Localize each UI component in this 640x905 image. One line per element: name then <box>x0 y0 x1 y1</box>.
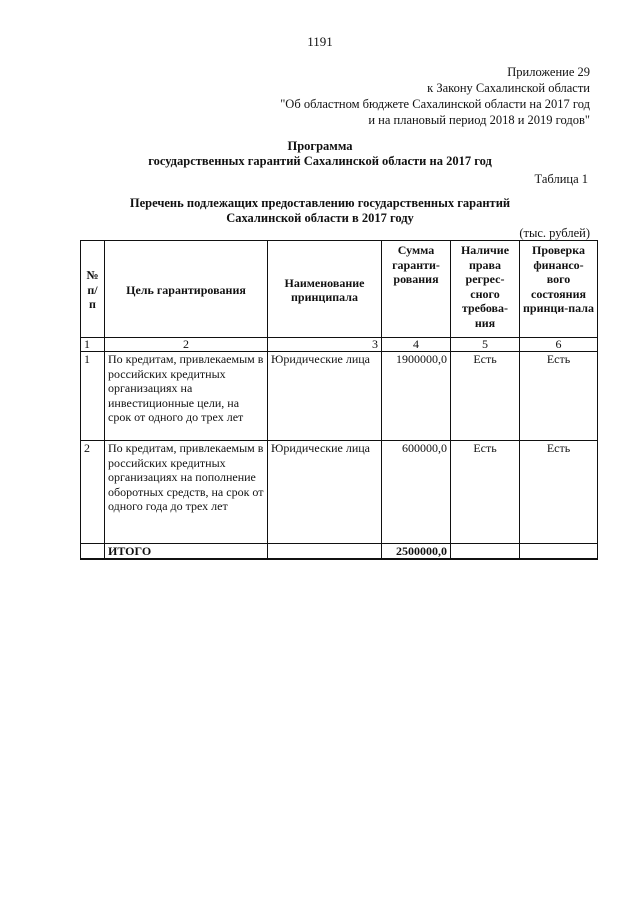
program-title-line: государственных гарантий Сахалинской области на 2017 год <box>148 154 492 168</box>
row-principal: Юридические лица <box>268 441 382 544</box>
total-empty-cell <box>451 544 520 560</box>
header-cell: Проверка финансо-вого состояния принци-пала <box>520 241 598 338</box>
list-title-line: Перечень подлежащих предоставлению государственных гарантий <box>129 196 511 210</box>
appendix-line: "Об областном бюджете Сахалинской области на 2017 год <box>280 97 590 111</box>
row-amount: 1900000,0 <box>382 352 451 441</box>
total-label: ИТОГО <box>105 544 268 560</box>
total-empty-cell <box>268 544 382 560</box>
total-amount: 2500000,0 <box>382 544 451 560</box>
list-title-line: Сахалинской области в 2017 году <box>226 211 414 225</box>
column-number: 3 <box>268 338 382 352</box>
appendix-line: к Закону Сахалинской области <box>427 81 590 95</box>
header-cell: № п/ п <box>81 241 105 338</box>
row-number: 2 <box>81 441 105 544</box>
row-principal: Юридические лица <box>268 352 382 441</box>
column-number: 2 <box>105 338 268 352</box>
total-empty-cell <box>81 544 105 560</box>
row-purpose: По кредитам, привлекаемым в российских кредитных организациях на пополнение оборотных средств, на срок от одного года до трех лет <box>105 441 268 544</box>
page-number: 1191 <box>307 34 333 49</box>
row-check: Есть <box>520 441 598 544</box>
units-label: (тыс. рублей) <box>519 226 590 240</box>
total-row <box>81 544 598 560</box>
header-cell: Наименование принципала <box>268 241 382 338</box>
header-cell: Цель гарантирования <box>105 241 268 338</box>
row-purpose: По кредитам, привлекаемым в российских кредитных организациях на инвестиционные цели, на срок от одного до трех лет <box>105 352 268 441</box>
program-title <box>0 139 640 169</box>
row-regress: Есть <box>451 352 520 441</box>
column-number: 6 <box>520 338 598 352</box>
table-row <box>81 352 598 441</box>
row-regress: Есть <box>451 441 520 544</box>
program-title-line: Программа <box>287 139 353 153</box>
appendix-header <box>280 64 590 128</box>
column-number: 4 <box>382 338 451 352</box>
appendix-line: Приложение 29 <box>507 65 590 79</box>
table-label: Таблица 1 <box>534 172 588 186</box>
column-number: 1 <box>81 338 105 352</box>
row-amount: 600000,0 <box>382 441 451 544</box>
header-cell: Наличие права регрес-сного требова-ния <box>451 241 520 338</box>
column-number: 5 <box>451 338 520 352</box>
appendix-line: и на плановый период 2018 и 2019 годов" <box>368 113 590 127</box>
column-number-row <box>81 338 598 352</box>
list-title <box>0 196 640 226</box>
row-number: 1 <box>81 352 105 441</box>
guarantees-table <box>80 240 598 560</box>
table-row <box>81 441 598 544</box>
row-check: Есть <box>520 352 598 441</box>
table-header-row <box>81 241 598 338</box>
total-empty-cell <box>520 544 598 560</box>
header-cell: Сумма гаранти-рования <box>382 241 451 338</box>
